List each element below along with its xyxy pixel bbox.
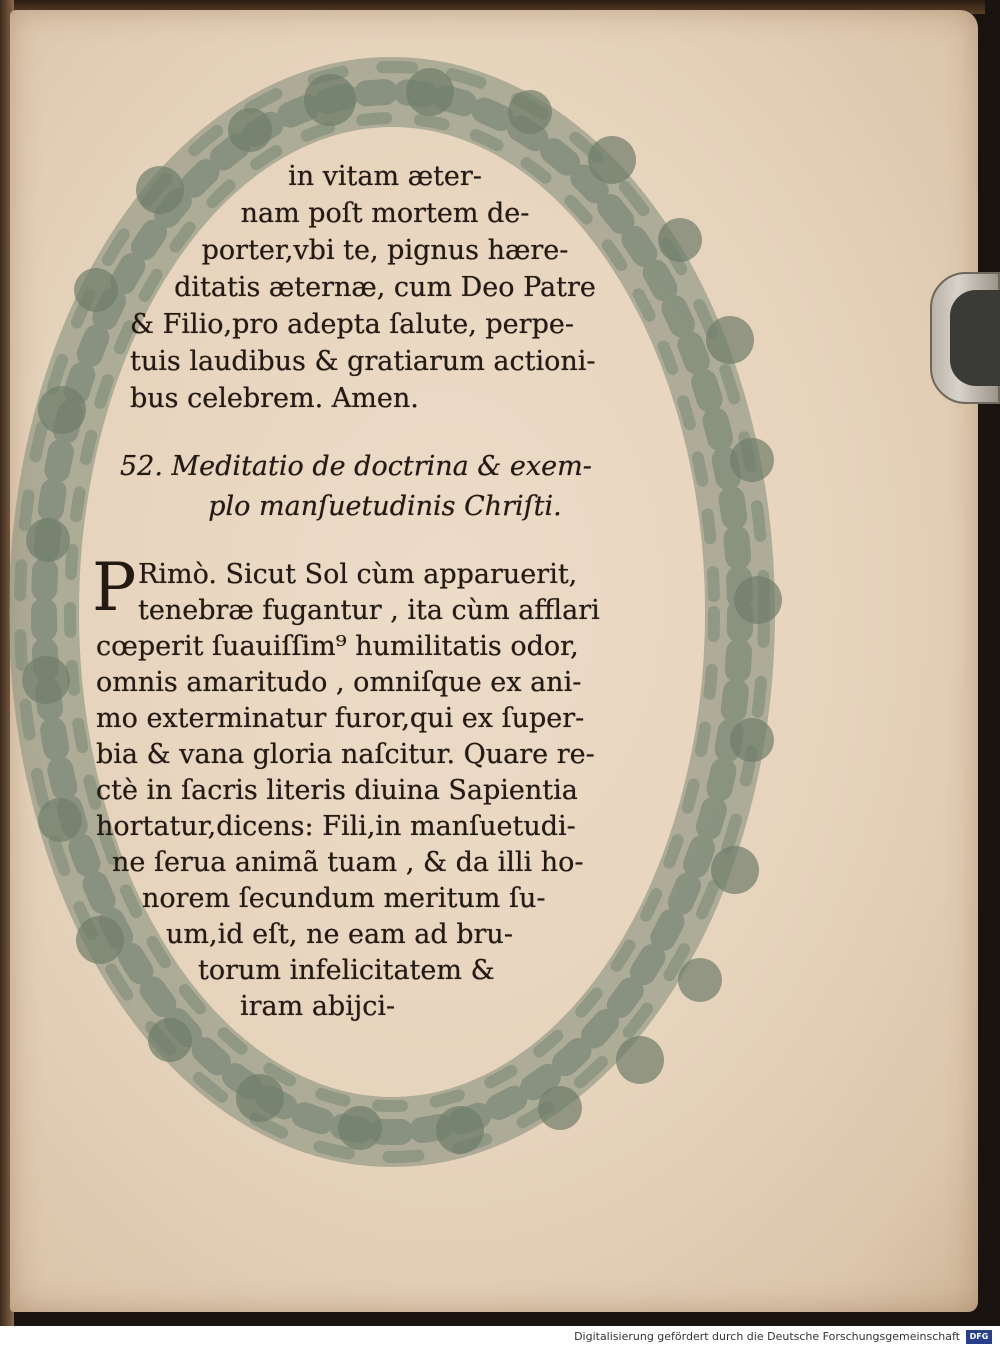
meditation-heading-line: 52. Meditatio de doctrina & exem-: [120, 451, 592, 482]
text-line: porter,vbi te, pignus hære-: [201, 235, 569, 266]
body-line: norem ſecundum meritum ſu-: [142, 883, 546, 914]
text-line: tuis laudibus & gratiarum actioni-: [130, 346, 596, 377]
drop-cap: P: [92, 549, 137, 626]
body-first-line: Rimò. Sicut Sol cùm apparuerit,: [138, 559, 578, 590]
meditation-heading-line: plo manſuetudinis Chriſti.: [208, 491, 562, 522]
body-line: hortatur,dicens: Fili,in manſuetudi-: [96, 811, 576, 842]
body-line: ne ſerua animã tuam , & da illi ho-: [112, 847, 584, 878]
text-line: ditatis æternæ, cum Deo Patre: [174, 272, 596, 303]
body-line: tenebræ fugantur , ita cùm afflari: [138, 595, 600, 626]
text-line: in vitam æter-: [288, 161, 482, 192]
body-line: iram abijci-: [240, 991, 396, 1022]
body-line: cœperit ſuauiſſim⁹ humilitatis odor,: [96, 631, 579, 662]
text-line: & Filio,pro adepta ſalute, perpe-: [130, 309, 574, 340]
body-line: torum infelicitatem &: [198, 955, 495, 986]
dfg-logo: DFG: [966, 1330, 992, 1344]
body-line: omnis amaritudo , omniſque ex ani-: [96, 667, 582, 698]
footer-credit-text: Digitalisierung gefördert durch die Deutsche Forschungsgemeinschaft: [574, 1330, 960, 1343]
body-line: bia & vana gloria naſcitur. Quare re-: [96, 739, 595, 770]
body-line: mo exterminatur furor,qui ex ſuper-: [96, 703, 585, 734]
text-line: bus celebrem. Amen.: [130, 383, 419, 414]
text-line: nam poſt mortem de-: [240, 198, 530, 229]
body-line: ctè in ſacris literis diuina Sapientia: [96, 775, 578, 806]
body-line: um,id eſt, ne eam ad bru-: [166, 919, 513, 950]
